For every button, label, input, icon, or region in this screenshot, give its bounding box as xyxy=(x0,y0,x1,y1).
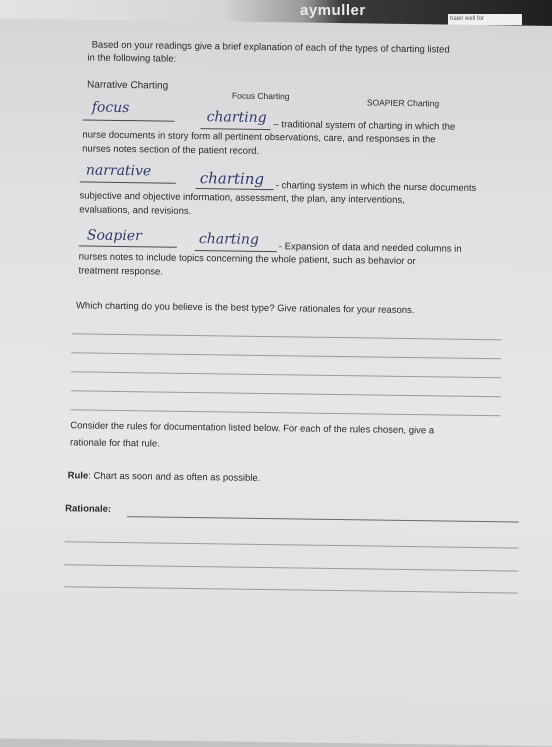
rules-intro-line-1: Consider the rules for documentation listed below. For each of the rules chosen, give a xyxy=(70,420,435,437)
answer-line-2a xyxy=(80,181,176,183)
handwritten-answer-3a: Soapier xyxy=(86,227,142,245)
entry-1-line-3: nurses notes section of the patient record. xyxy=(82,143,260,157)
handwritten-answer-1b: charting xyxy=(206,109,267,127)
rationale-rule-4 xyxy=(64,586,518,593)
answer-rule-1 xyxy=(72,333,502,340)
answer-rule-2 xyxy=(71,352,501,359)
watermark-note: haler well for xyxy=(448,14,522,25)
handwritten-answer-2b: charting xyxy=(199,169,265,188)
entry-3-line-3: treatment response. xyxy=(78,265,164,278)
answer-rule-3 xyxy=(71,371,501,378)
rationale-line xyxy=(127,516,519,522)
worksheet-page xyxy=(0,18,552,747)
answer-line-2b xyxy=(196,188,274,190)
answer-line-3a xyxy=(79,245,177,247)
answer-rule-5 xyxy=(71,409,501,416)
best-type-question: Which charting do you believe is the best type? Give rationales for your reasons. xyxy=(75,300,415,317)
answer-line-1b xyxy=(200,128,270,130)
watermark-logo: aymuller xyxy=(300,2,366,19)
entry-3-line-2: nurses notes to include topics concerning the whole patient, such as behavior or xyxy=(78,251,416,268)
entry-1-line-1: – traditional system of charting in which the xyxy=(273,119,456,133)
rules-intro-line-2: rationale for that rule. xyxy=(70,437,160,450)
rule-text: : Chart as soon and as often as possible. xyxy=(88,470,261,484)
handwritten-answer-1a: focus xyxy=(91,99,130,117)
rationale-rule-3 xyxy=(64,564,518,571)
instruction-line-1: Based on your readings give a brief explanation of each of the types of charting listed xyxy=(91,39,450,56)
rule-label: Rule xyxy=(67,470,89,482)
type-soapier: SOAPIER Charting xyxy=(366,97,440,109)
type-focus: Focus Charting xyxy=(231,90,290,102)
answer-line-1a xyxy=(83,119,175,121)
instruction-line-2: in the following table: xyxy=(87,52,177,65)
entry-2-line-1: - charting system in which the nurse documents xyxy=(275,180,477,194)
entry-2-line-3: evaluations, and revisions. xyxy=(79,204,192,217)
handwritten-answer-3b: charting xyxy=(198,231,260,248)
type-narrative: Narrative Charting xyxy=(86,79,169,92)
rationale-label: Rationale: xyxy=(65,503,112,515)
rationale-rule-2 xyxy=(65,541,519,548)
answer-line-3b xyxy=(195,250,277,252)
entry-1-line-2: nurse documents in story form all pertinent observations, care, and responses in the xyxy=(82,129,436,146)
handwritten-answer-2a: narrative xyxy=(85,162,152,180)
rule-statement xyxy=(68,470,261,484)
entry-2-line-2: subjective and objective information, assessment, the plan, any interventions, xyxy=(79,190,405,206)
answer-rule-4 xyxy=(71,390,501,397)
entry-3-line-1: - Expansion of data and needed columns in xyxy=(278,241,462,255)
